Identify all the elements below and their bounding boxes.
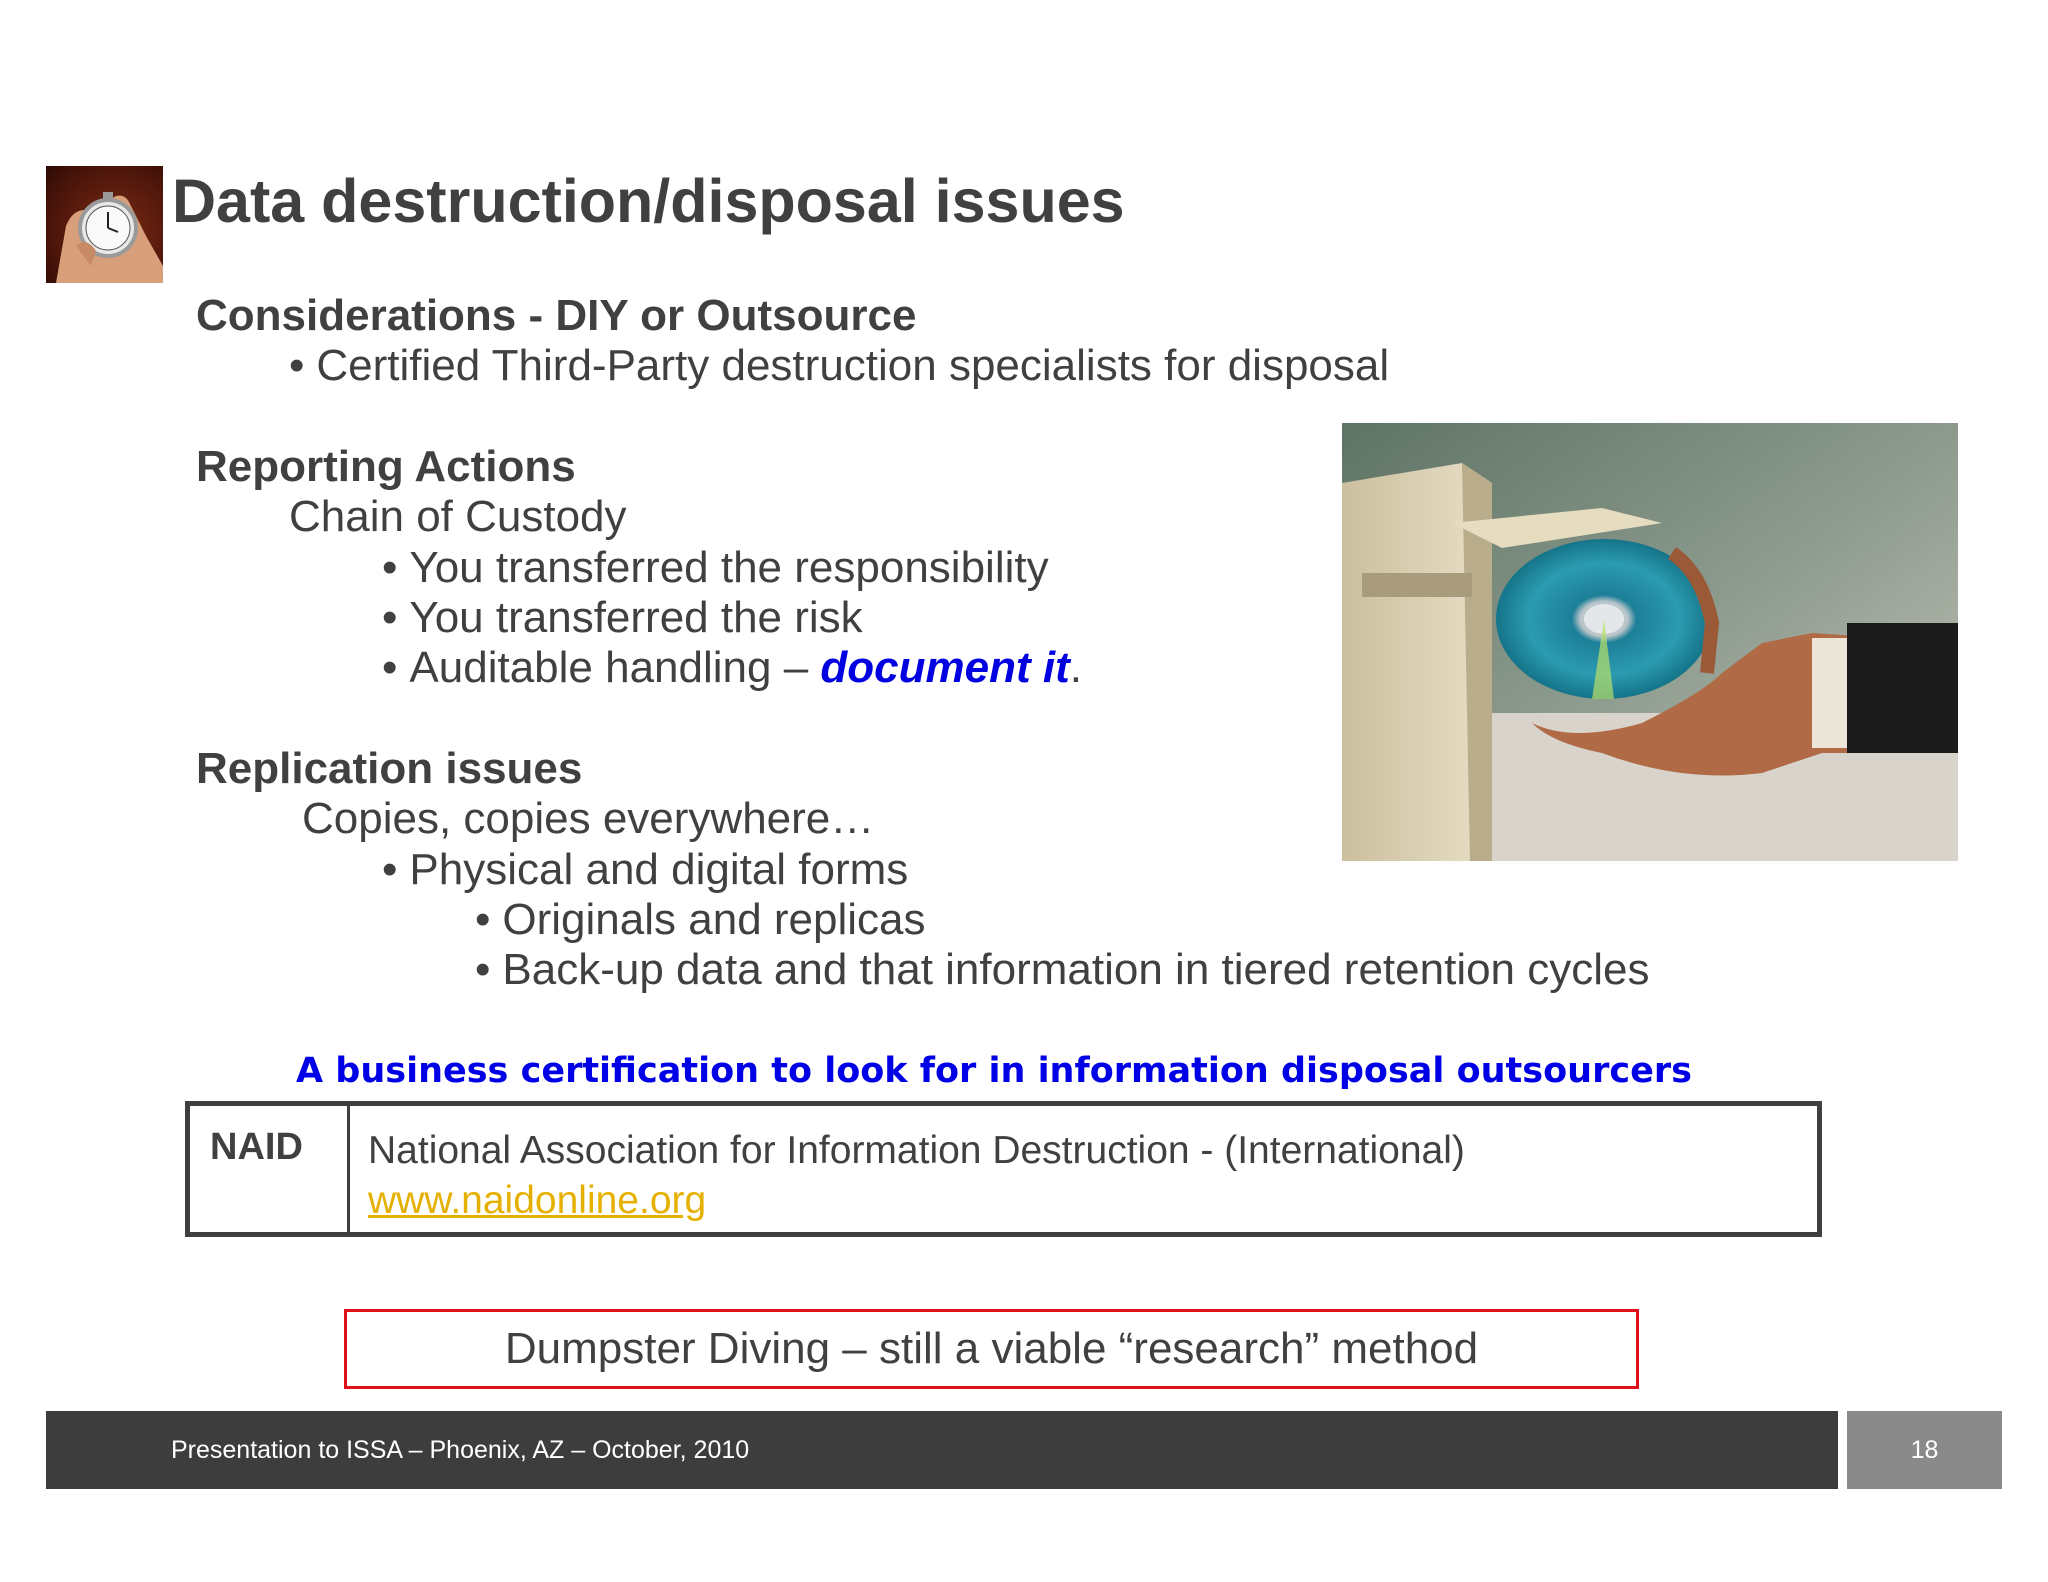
bullet-item: • You transferred the responsibility	[382, 543, 1049, 592]
bullet-text: Back-up data and that information in tiered retention cycles	[502, 945, 1650, 994]
certification-table	[185, 1101, 1822, 1237]
emphasis-text: document it	[820, 643, 1070, 692]
bullet-text: Physical and digital forms	[409, 845, 909, 894]
sub-bullet-item: • Originals and replicas	[475, 895, 926, 944]
bullet-text: Auditable handling –	[409, 643, 809, 692]
bullet-text: Certified Third-Party destruction specialists for disposal	[316, 341, 1390, 390]
bullet-text: Originals and replicas	[502, 895, 926, 944]
bullet-suffix: .	[1069, 643, 1082, 692]
cert-abbr-cell: NAID	[190, 1106, 350, 1232]
footer-text: Presentation to ISSA – Phoenix, AZ – October, 2010	[171, 1436, 750, 1464]
subheading-chain-of-custody: Chain of Custody	[289, 492, 627, 541]
bullet-item: • Certified Third-Party destruction specialists for disposal	[289, 341, 1390, 390]
bullet-text: You transferred the responsibility	[409, 543, 1049, 592]
dumpster-diving-callout: Dumpster Diving – still a viable “research” method	[344, 1309, 1639, 1389]
certification-heading: A business certification to look for in information disposal outsourcers	[296, 1051, 1692, 1091]
sub-bullet-item: • Back-up data and that information in tiered retention cycles	[475, 945, 1650, 994]
subheading-copies: Copies, copies everywhere…	[302, 794, 875, 843]
naid-website-link[interactable]: www.naidonline.org	[368, 1179, 707, 1222]
section-heading-reporting: Reporting Actions	[196, 442, 576, 491]
cert-desc-cell	[350, 1106, 1465, 1232]
bullet-item: • Physical and digital forms	[382, 845, 909, 894]
bullet-item: • Auditable handling – document it.	[382, 643, 1082, 692]
page-number: 18	[1847, 1411, 2002, 1489]
stopwatch-hand-icon	[46, 166, 163, 283]
bullet-text: You transferred the risk	[409, 593, 863, 642]
section-heading-replication: Replication issues	[196, 744, 583, 793]
cert-name: National Association for Information Destruction - (International)	[368, 1129, 1465, 1172]
page-title: Data destruction/disposal issues	[172, 167, 1125, 235]
cd-insert-photo	[1342, 423, 1958, 861]
section-heading-considerations: Considerations - DIY or Outsource	[196, 291, 917, 340]
footer-bar	[46, 1411, 1838, 1489]
bullet-item: • You transferred the risk	[382, 593, 863, 642]
